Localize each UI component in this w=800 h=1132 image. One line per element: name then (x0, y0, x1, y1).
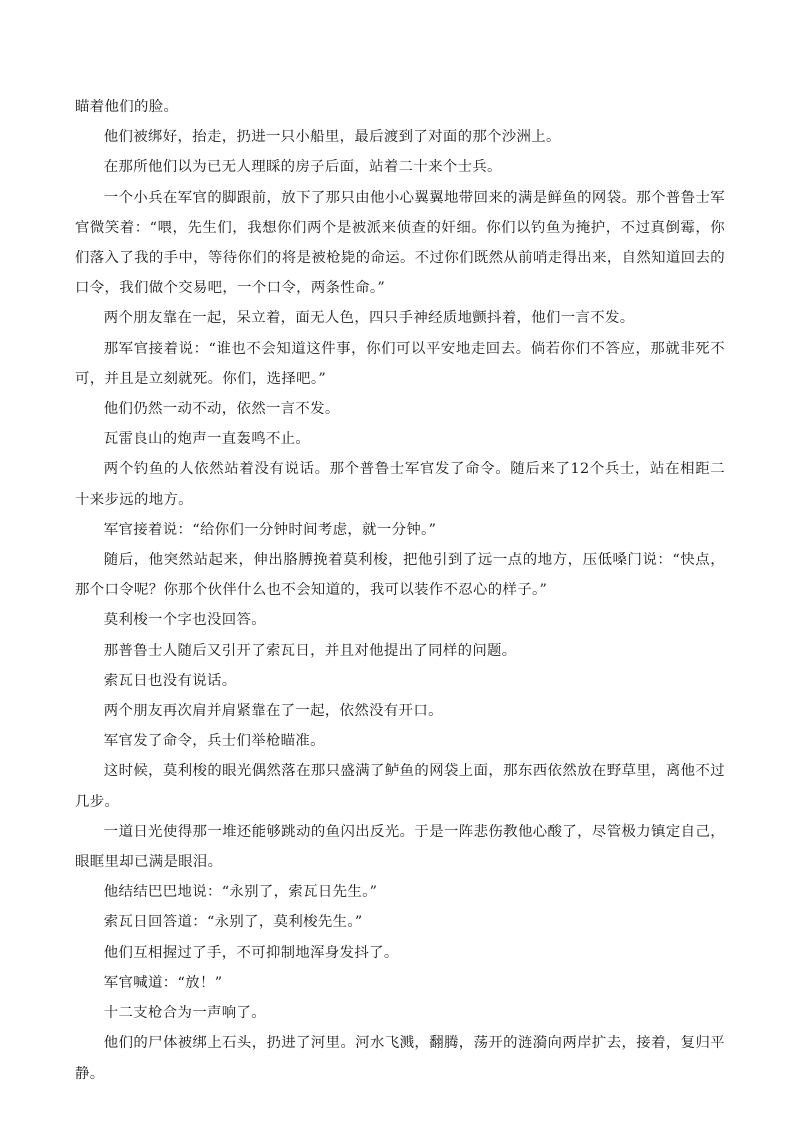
paragraph: 他们仍然一动不动，依然一言不发。 (103, 401, 340, 418)
paragraph: 他们的尸体被绑上石头，扔进了河里。河水飞溅，翻腾，荡开的涟漪向两岸扩去，接着，复归平静。 (75, 1035, 725, 1082)
paragraph: 瞄着他们的脸。 (75, 99, 179, 115)
paragraph: 两个钓鱼的人依然站着没有说话。那个普鲁士军官发了命令。随后来了12个兵士，站在相距二十来步远的地方。 (75, 461, 725, 508)
paragraph: 索瓦日也没有说话。 (103, 672, 237, 689)
paragraph: 在那所他们以为已无人理睬的房子后面，站着二十来个士兵。 (103, 159, 502, 176)
paragraph: 莫利梭一个字也没回答。 (103, 612, 266, 629)
paragraph: 十二支枪合为一声响了。 (103, 1005, 266, 1022)
paragraph: 他们互相握过了手，不可抑制地浑身发抖了。 (103, 944, 399, 961)
paragraph: 这时候，莫利梭的眼光偶然落在那只盛满了鲈鱼的网袋上面，那东西依然放在野草里，离他不过几步。 (75, 763, 725, 810)
paragraph: 那军官接着说：“谁也不会知道这件事，你们可以平安地走回去。倘若你们不答应，那就非死不可，并且是立刻就死。你们，选择吧。” (75, 340, 725, 387)
paragraph: 他们被绑好，抬走，扔进一只小船里，最后渡到了对面的那个沙洲上。 (103, 129, 561, 146)
document-page (75, 92, 725, 1089)
paragraph: 两个朋友再次肩并肩紧靠在了一起，依然没有开口。 (103, 703, 443, 720)
paragraph: 一道日光使得那一堆还能够跳动的鱼闪出反光。于是一阵悲伤教他心酸了，尽管极力镇定自己，眼眶里却已满是眼泪。 (75, 823, 725, 871)
paragraph: 两个朋友靠在一起，呆立着，面无人色，四只手神经质地颤抖着，他们一言不发。 (103, 310, 635, 327)
paragraph: 军官喊道：“放！” (103, 974, 223, 991)
paragraph: 军官发了命令，兵士们举枪瞄准。 (103, 733, 325, 750)
paragraph: 军官接着说：“给你们一分钟时间考虑，就一分钟。” (103, 521, 437, 538)
paragraph: 瓦雷良山的炮声一直轰鸣不止。 (103, 431, 311, 448)
paragraph: 那普鲁士人随后又引开了索瓦日，并且对他提出了同样的问题。 (103, 642, 517, 659)
paragraph: 一个小兵在军官的脚跟前，放下了那只由他小心翼翼地带回来的满是鲜鱼的网袋。那个普鲁士军官微笑着：“喂，先生们，我想你们两个是被派来侦查的奸细。你们以钓鱼为掩护，不过真倒霉，你们落入了我的手中，等待你们的将是被枪毙的命运。不过你们既然从前哨走得出来，自然知道回去的口令，我们做个交易吧，一个口令，两条性命。” (75, 189, 725, 297)
paragraph: 他结结巴巴地说：“永别了，索瓦日先生。” (103, 884, 378, 901)
paragraph: 随后，他突然站起来，伸出胳膊挽着莫利梭，把他引到了远一点的地方，压低嗓门说：“快点，那个口令呢？你那个伙伴什么也不会知道的，我可以装作不忍心的样子。” (75, 552, 725, 599)
paragraph: 索瓦日回答道：“永别了，莫利梭先生。” (103, 914, 363, 931)
